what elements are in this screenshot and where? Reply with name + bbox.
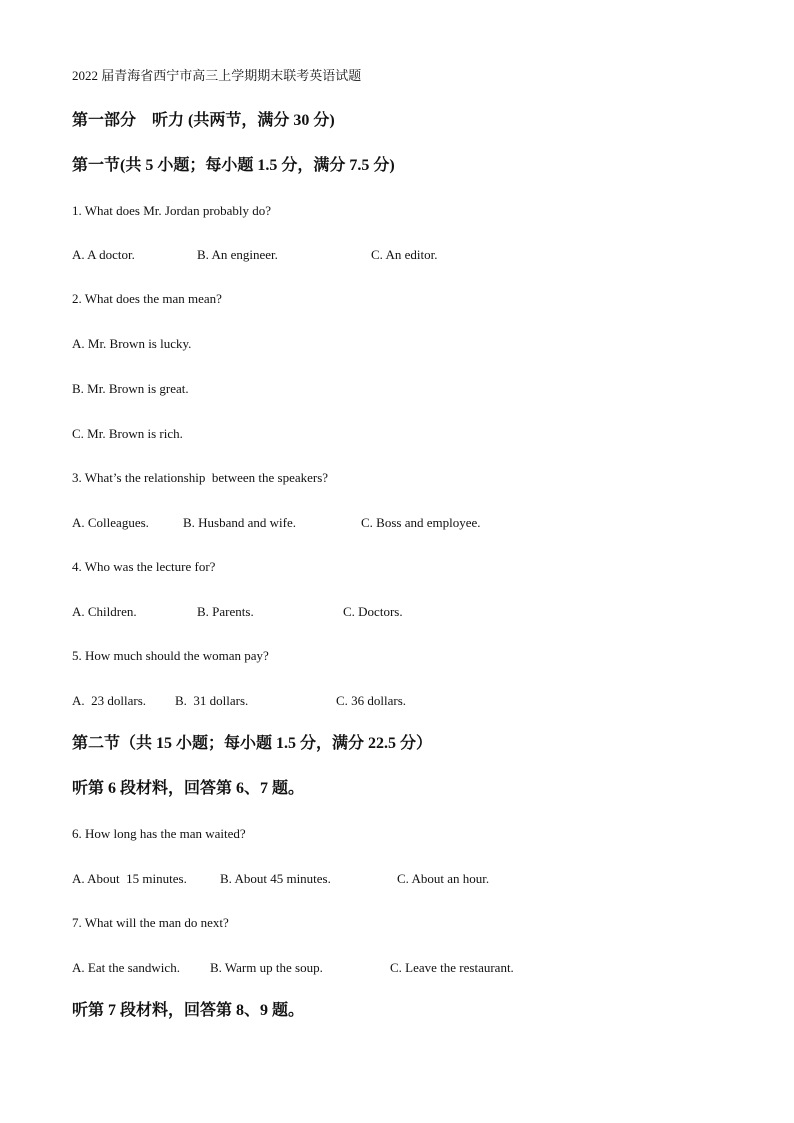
question-3-option-b: B. Husband and wife. [183,515,297,530]
question-3-stem: 3. What’s the relationship between the speakers? [72,470,329,485]
question-1-option-b: B. An engineer. [197,247,278,262]
question-2-option-a: A. Mr. Brown is lucky. [72,336,192,351]
question-6-option-b: B. About 45 minutes. [220,871,331,886]
question-2-option-b: B. Mr. Brown is great. [72,381,189,396]
section1-heading: 第一节(共 5 小题；每小题 1.5 分，满分 7.5 分) [72,157,395,174]
section2-heading: 第二节（共 15 小题；每小题 1.5 分，满分 22.5 分） [72,735,433,752]
question-4-option-b: B. Parents. [197,604,254,619]
question-2-option-c: C. Mr. Brown is rich. [72,426,183,441]
passage-6-heading: 听第 6 段材料，回答第 6、7 题。 [72,780,305,797]
question-1-option-a: A. A doctor. [72,247,135,262]
question-1-stem: 1. What does Mr. Jordan probably do? [72,203,272,218]
question-6-option-c: C. About an hour. [397,871,490,886]
question-3-option-a: A. Colleagues. [72,515,149,530]
document-title: 2022 届青海省西宁市高三上学期期末联考英语试题 [72,68,362,83]
question-1-option-c: C. An editor. [371,247,438,262]
question-6-option-a: A. About 15 minutes. [72,871,187,886]
question-5-stem: 5. How much should the woman pay? [72,648,269,663]
question-3-option-c: C. Boss and employee. [361,515,481,530]
question-5-option-c: C. 36 dollars. [336,693,407,708]
question-6-stem: 6. How long has the man waited? [72,826,246,841]
question-7-option-b: B. Warm up the soup. [210,960,323,975]
part1-heading: 第一部分 听力 (共两节，满分 30 分) [72,112,335,129]
question-7-option-c: C. Leave the restaurant. [390,960,514,975]
question-2-stem: 2. What does the man mean? [72,291,222,306]
question-7-option-a: A. Eat the sandwich. [72,960,180,975]
question-4-stem: 4. Who was the lecture for? [72,559,216,574]
passage-7-heading: 听第 7 段材料，回答第 8、9 题。 [72,1002,305,1019]
question-7-stem: 7. What will the man do next? [72,915,229,930]
question-5-option-a: A. 23 dollars. [72,693,147,708]
question-4-option-a: A. Children. [72,604,137,619]
question-5-option-b: B. 31 dollars. [175,693,249,708]
question-4-option-c: C. Doctors. [343,604,403,619]
